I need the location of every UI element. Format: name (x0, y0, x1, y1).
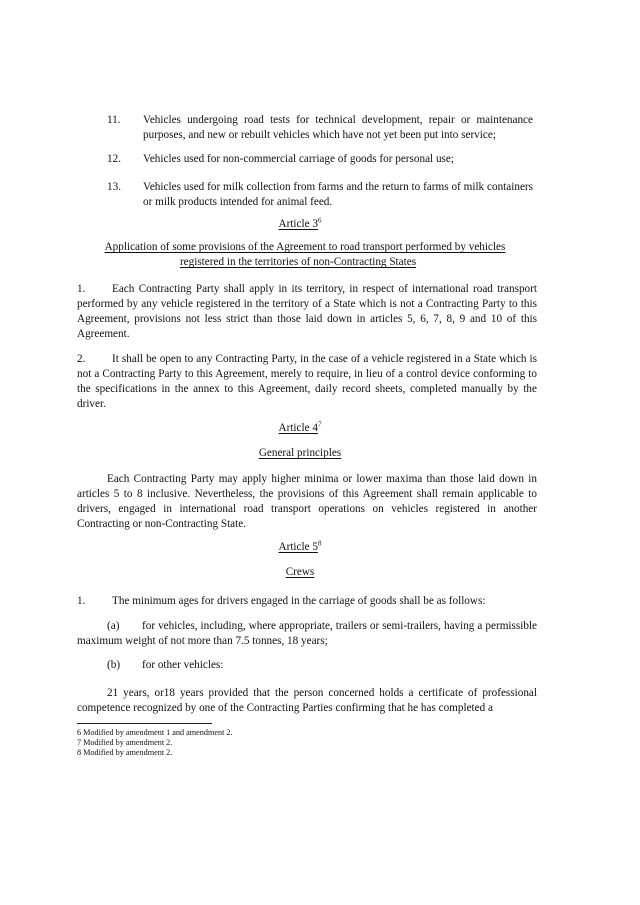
article-3-heading: Article $3^6$ (278, 216, 322, 230)
article-3-paragraph-2 (77, 352, 537, 412)
list-item-text: Vehicles used for milk collection from farms and the return to farms of milk containers or milk products intended for animal feed. (143, 181, 533, 208)
article-5-subtitle: Crews (285, 566, 315, 578)
list-item-number: 11. (107, 114, 121, 126)
footnote-ref-8: 8 (317, 539, 322, 548)
article-5-item-a (77, 619, 537, 649)
article-4-subtitle: General principles (258, 447, 342, 459)
footnote-ref-6: 6 (317, 216, 322, 225)
article-4-paragraph: Each Contracting Party may apply higher minima or lower maxima than those laid down in articles 5 to 8 inclusive. Nevertheless, the provisions of this Agreement shall remain applicable to drivers, engaged in international road transport operations on vehicles registered in another Contracting or non-Contracting State. (77, 473, 537, 530)
footnote-8: 8 Modified by amendment 2. (77, 748, 173, 757)
footnote-6: 6 Modified by amendment 1 and amendment 2. (77, 728, 233, 737)
list-item-number: 12. (107, 153, 121, 165)
article-3-paragraph-1 (77, 282, 537, 342)
list-item-text: Vehicles undergoing road tests for technical development, repair or maintenance purposes, and new or rebuilt vehicles which have not yet been put into service; (143, 114, 533, 141)
article-5-heading: Article $5^8$ (278, 539, 322, 553)
article-4-heading: Article $4^7$ (278, 420, 322, 434)
article-3-subtitle-line2: registered in the territories of non-Contracting States (179, 256, 417, 268)
list-item-number: 13. (107, 181, 121, 193)
footnote-ref-7: 7 (317, 420, 322, 429)
paragraph-text: It shall be open to any Contracting Party, in the case of a vehicle registered in a State which is not a Contracting Party to this Agreement, merely to require, in lieu of a control device conforming to the specifications in the annex to this Agreement, daily record sheets, completed manually by the driver. (77, 353, 537, 410)
article-5-continuation: 21 years, or18 years provided that the person concerned holds a certificate of professional competence recognized by one of the Contracting Parties confirming that he has completed a (77, 687, 537, 714)
paragraph-number: 2. (77, 353, 86, 365)
paragraph-text: Each Contracting Party shall apply in its territory, in respect of international road transport performed by any vehicle registered in the territory of a State which is not a Contracting Party to this Agreement, provisions not less strict than those laid down in articles 5, 6, 7, 8, 9 and 10 of this Agreement. (77, 283, 537, 340)
footnote-separator (77, 723, 212, 724)
footnote-7: 7 Modified by amendment 2. (77, 738, 173, 747)
article-5-item-b (77, 658, 537, 673)
paragraph-number: 1. (77, 283, 86, 295)
item-label: (a) (107, 620, 120, 632)
article-3-subtitle-line1: Application of some provisions of the Agreement to road transport performed by vehicles (104, 241, 506, 253)
item-label: (b) (107, 659, 121, 671)
paragraph-number: 1. (77, 595, 86, 607)
list-item-text: Vehicles used for non-commercial carriage of goods for personal use; (143, 153, 454, 165)
paragraph-text: The minimum ages for drivers engaged in the carriage of goods shall be as follows: (112, 595, 486, 607)
item-text: for other vehicles: (142, 659, 224, 671)
footnotes (77, 728, 233, 758)
item-text: for vehicles, including, where appropriate, trailers or semi-trailers, having a permissible maximum weight of not more than 7.5 tonnes, 18 years; (77, 620, 537, 647)
article-5-paragraph-1 (77, 594, 537, 609)
